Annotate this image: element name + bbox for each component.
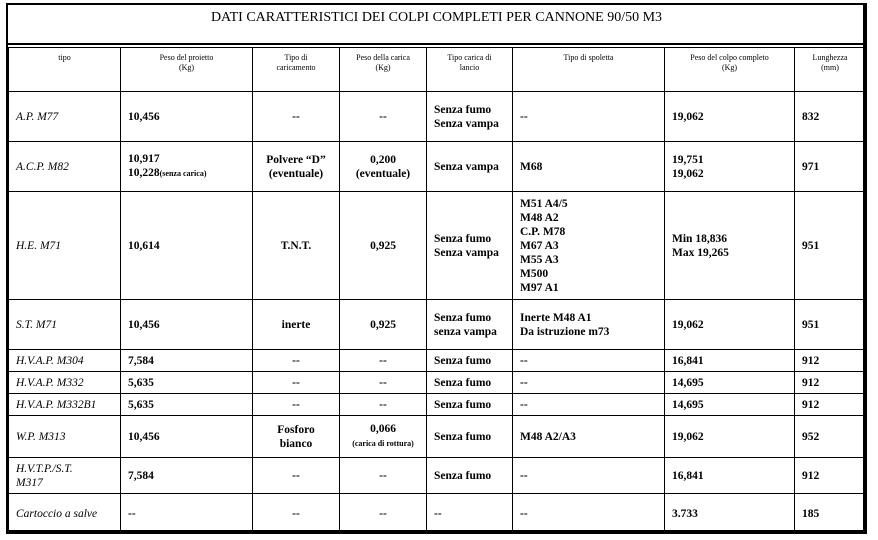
cell-colpo: 16,841	[665, 458, 795, 494]
cell-colpo: 3.733	[665, 494, 795, 534]
table-row	[9, 394, 866, 416]
table-row	[9, 192, 866, 300]
cell-spoletta: --	[513, 394, 665, 416]
table-row	[9, 458, 866, 494]
cell-lancio: Senza fumo	[427, 372, 513, 394]
cell-tipo: S.T. M71	[9, 300, 121, 350]
cell-colpo: 14,695	[665, 372, 795, 394]
cell-carica: --	[340, 394, 427, 416]
cell-lunghezza: 912	[795, 394, 866, 416]
cell-peso: 10,614	[121, 192, 253, 300]
cell-spoletta: --	[513, 350, 665, 372]
cell-tipo: H.V.T.P./S.T. M317	[9, 458, 121, 494]
table-row	[9, 372, 866, 394]
cell-lunghezza: 951	[795, 192, 866, 300]
cell-peso: 7,584	[121, 458, 253, 494]
cell-spoletta: --	[513, 458, 665, 494]
cell-peso: 10,917 10,228(senza carica)	[121, 142, 253, 192]
cell-spoletta: M48 A2/A3	[513, 416, 665, 458]
cell-caricamento: --	[253, 372, 340, 394]
table-row	[9, 350, 866, 372]
cell-colpo: 19,062	[665, 92, 795, 142]
cell-caricamento: --	[253, 394, 340, 416]
cell-lunghezza: 185	[795, 494, 866, 534]
cell-peso: --	[121, 494, 253, 534]
cell-lancio: Senza vampa	[427, 142, 513, 192]
cell-lunghezza: 832	[795, 92, 866, 142]
header-tipo: tipo	[9, 48, 121, 92]
cell-peso: 10,456	[121, 92, 253, 142]
cell-peso: 7,584	[121, 350, 253, 372]
cell-tipo: H.E. M71	[9, 192, 121, 300]
cell-colpo: 16,841	[665, 350, 795, 372]
cell-lancio: Senza fumo	[427, 394, 513, 416]
table-row	[9, 300, 866, 350]
cell-lunghezza: 971	[795, 142, 866, 192]
cell-tipo: H.V.A.P. M332B1	[9, 394, 121, 416]
header-spoletta: Tipo di spoletta	[513, 48, 665, 92]
cell-lunghezza: 951	[795, 300, 866, 350]
cell-colpo: 14,695	[665, 394, 795, 416]
cell-caricamento: Polvere “D” (eventuale)	[253, 142, 340, 192]
cell-caricamento: --	[253, 494, 340, 534]
cell-peso: 10,456	[121, 300, 253, 350]
cell-spoletta: --	[513, 92, 665, 142]
cell-carica: --	[340, 372, 427, 394]
cell-tipo: W.P. M313	[9, 416, 121, 458]
cell-tipo: H.V.A.P. M304	[9, 350, 121, 372]
cell-lunghezza: 912	[795, 372, 866, 394]
cell-caricamento: inerte	[253, 300, 340, 350]
header-lunghezza: Lunghezza (mm)	[795, 48, 866, 92]
cell-carica: --	[340, 350, 427, 372]
table-row	[9, 494, 866, 534]
cell-spoletta: Inerte M48 A1 Da istruzione m73	[513, 300, 665, 350]
cell-peso: 10,456	[121, 416, 253, 458]
cell-lancio: Senza fumo Senza vampa	[427, 192, 513, 300]
cell-caricamento: --	[253, 92, 340, 142]
cell-lancio: --	[427, 494, 513, 534]
header-row	[9, 48, 866, 92]
cell-carica: 0,066 (carica di rottura)	[340, 416, 427, 458]
cell-carica: --	[340, 494, 427, 534]
cell-caricamento: T.N.T.	[253, 192, 340, 300]
header-caricamento: Tipo di caricamento	[253, 48, 340, 92]
cell-lancio: Senza fumo	[427, 458, 513, 494]
header-peso-colpo: Peso del colpo completo (Kg)	[665, 48, 795, 92]
cell-spoletta: --	[513, 494, 665, 534]
cell-tipo: A.P. M77	[9, 92, 121, 142]
cell-lunghezza: 912	[795, 458, 866, 494]
table-row	[9, 142, 866, 192]
cell-tipo: H.V.A.P. M332	[9, 372, 121, 394]
cell-lancio: Senza fumo	[427, 350, 513, 372]
cell-peso: 5,635	[121, 394, 253, 416]
page-title: DATI CARATTERISTICI DEI COLPI COMPLETI PER CANNONE 90/50 M3	[8, 5, 865, 45]
cell-lancio: Senza fumo	[427, 416, 513, 458]
cell-peso: 5,635	[121, 372, 253, 394]
cell-carica: 0,200 (eventuale)	[340, 142, 427, 192]
cell-caricamento: Fosforo bianco	[253, 416, 340, 458]
cell-colpo: 19,751 19,062	[665, 142, 795, 192]
table-row	[9, 416, 866, 458]
cell-colpo: Min 18,836 Max 19,265	[665, 192, 795, 300]
cell-spoletta: M51 A4/5 M48 A2 C.P. M78 M67 A3 M55 A3 M500 M97 A1	[513, 192, 665, 300]
cell-carica: --	[340, 458, 427, 494]
cell-tipo: A.C.P. M82	[9, 142, 121, 192]
ammunition-table	[8, 47, 866, 534]
cell-lancio: Senza fumo senza vampa	[427, 300, 513, 350]
header-peso-carica: Peso della carica (Kg)	[340, 48, 427, 92]
cell-caricamento: --	[253, 350, 340, 372]
cell-colpo: 19,062	[665, 416, 795, 458]
cell-tipo: Cartoccio a salve	[9, 494, 121, 534]
cell-caricamento: --	[253, 458, 340, 494]
table-row	[9, 92, 866, 142]
cell-spoletta: --	[513, 372, 665, 394]
cell-spoletta: M68	[513, 142, 665, 192]
cell-carica: --	[340, 92, 427, 142]
cell-carica: 0,925	[340, 300, 427, 350]
cell-lunghezza: 912	[795, 350, 866, 372]
cell-lunghezza: 952	[795, 416, 866, 458]
header-carica-lancio: Tipo carica di lancio	[427, 48, 513, 92]
header-peso-proietto: Peso del proietto (Kg)	[121, 48, 253, 92]
cell-carica: 0,925	[340, 192, 427, 300]
cell-lancio: Senza fumo Senza vampa	[427, 92, 513, 142]
cell-colpo: 19,062	[665, 300, 795, 350]
